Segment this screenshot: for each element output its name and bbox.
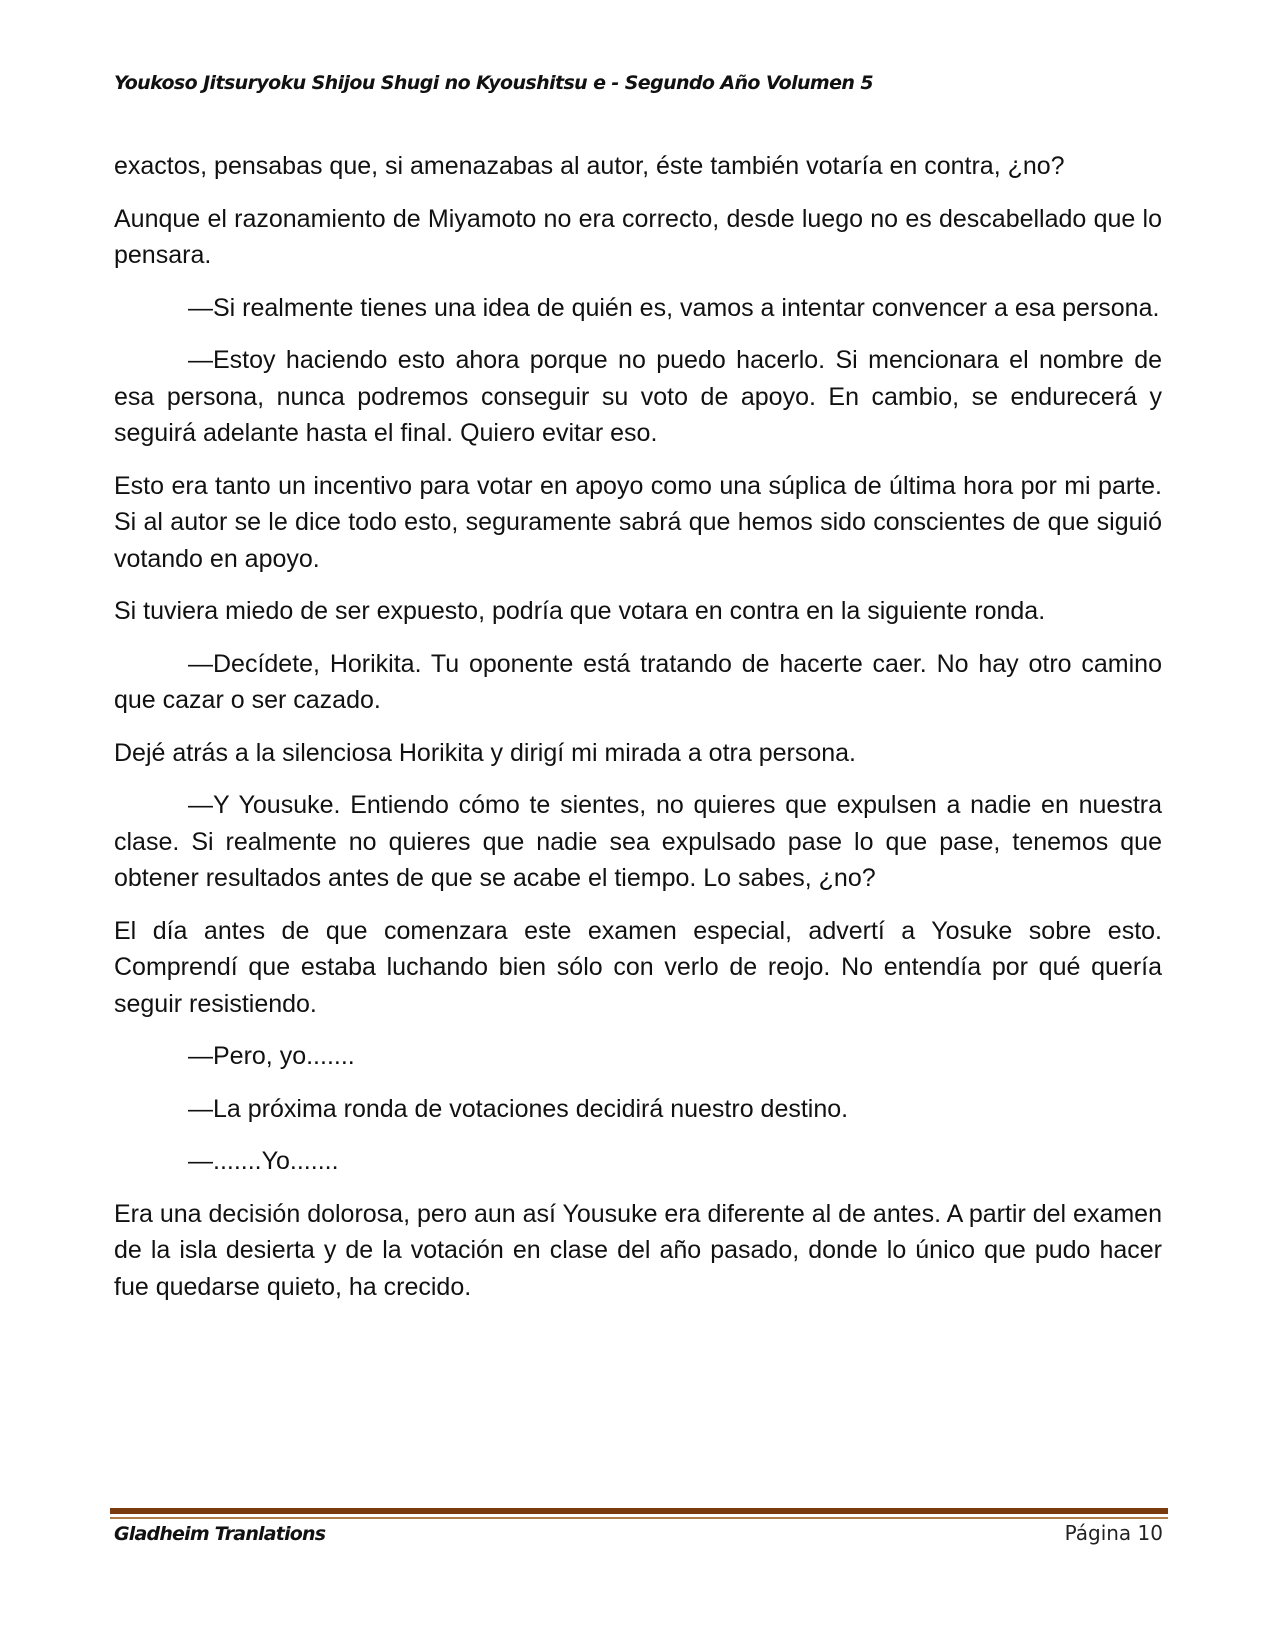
page-number: Página 10: [1064, 1521, 1163, 1545]
paragraph: exactos, pensabas que, si amenazabas al autor, éste también votaría en contra, ¿no?: [114, 152, 1065, 180]
paragraph: Era una decisión dolorosa, pero aun así Yousuke era diferente al de antes. A partir del examen de la isla desierta y de la votación en clase del año pasado, donde lo único que pudo hacer fue quedarse quieto, ha crecido.: [114, 1199, 1162, 1301]
dialogue-paragraph: —La próxima ronda de votaciones decidirá nuestro destino.: [188, 1094, 849, 1123]
dialogue-paragraph: —Pero, yo.......: [188, 1042, 355, 1070]
paragraph: Dejé atrás a la silenciosa Horikita y dirigí mi mirada a otra persona.: [114, 738, 856, 767]
dialogue-paragraph: —Decídete, Horikita. Tu oponente está tratando de hacerte caer. No hay otro camino que cazar o ser cazado.: [114, 649, 1162, 714]
footer-rule-thin: [110, 1517, 1168, 1519]
running-header: Youkoso Jitsuryoku Shijou Shugi no Kyoushitsu e - Segundo Año Volumen 5: [114, 72, 873, 94]
paragraph: Aunque el razonamiento de Miyamoto no era correcto, desde luego no es descabellado que lo pensara.: [114, 204, 1162, 269]
dialogue-paragraph: —Y Yousuke. Entiendo cómo te sientes, no quieres que expulsen a nadie en nuestra clase. Si realmente no quieres que nadie sea expulsado pase lo que pase, tenemos que obtener resultados antes de que se acabe el tiempo. Lo sabes, ¿no?: [114, 791, 1162, 892]
dialogue-paragraph: —Si realmente tienes una idea de quién es, vamos a intentar convencer a esa persona.: [188, 293, 1160, 322]
footer-credit: Gladheim Tranlations: [114, 1523, 326, 1545]
paragraph: Esto era tanto un incentivo para votar en apoyo como una súplica de última hora por mi parte. Si al autor se le dice todo esto, seguramente sabrá que hemos sido conscientes de que siguió votando en apoyo.: [114, 471, 1162, 573]
footer-rule: [110, 1508, 1168, 1514]
dialogue-paragraph: —Estoy haciendo esto ahora porque no puedo hacerlo. Si mencionara el nombre de esa persona, nunca podremos conseguir su voto de apoyo. En cambio, se endurecerá y seguirá adelante hasta el final. Quiero evitar eso.: [114, 346, 1162, 447]
page-body: [114, 148, 1162, 1321]
dialogue-paragraph: —.......Yo.......: [188, 1147, 339, 1175]
paragraph: El día antes de que comenzara este examen especial, advertí a Yosuke sobre esto. Comprendí que estaba luchando bien sólo con verlo de reojo. No entendía por qué quería seguir resistiendo.: [114, 916, 1162, 1018]
paragraph: Si tuviera miedo de ser expuesto, podría que votara en contra en la siguiente ronda.: [114, 597, 1046, 625]
